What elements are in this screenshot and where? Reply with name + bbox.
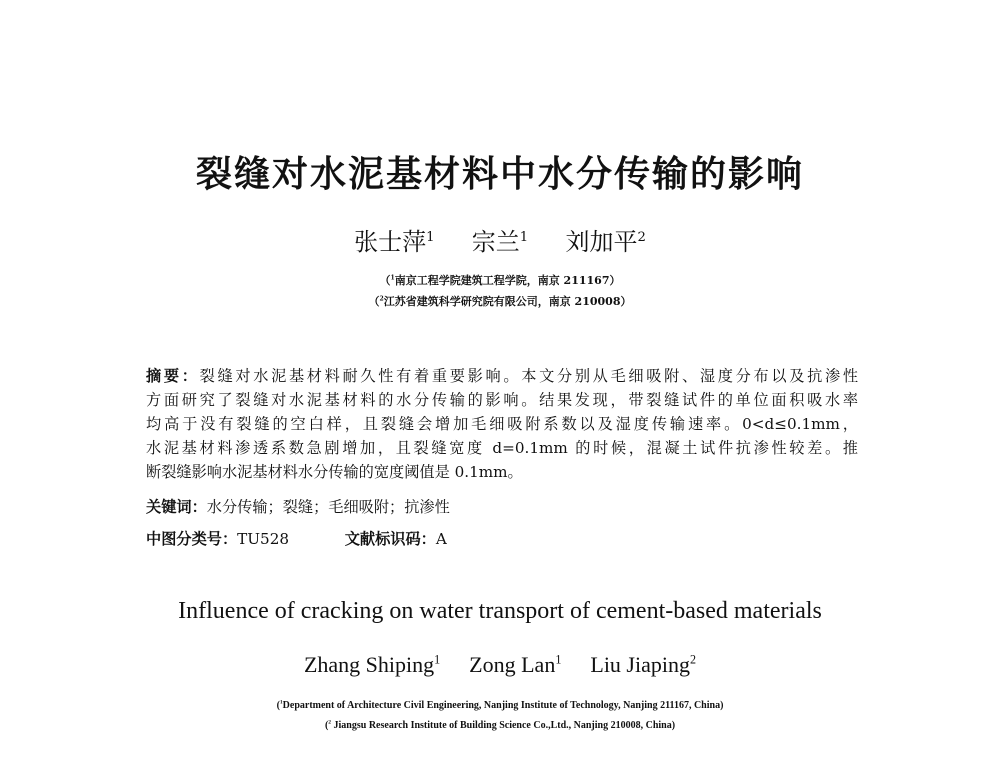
- affiliation-text: 南京工程学院建筑工程学院，南京 211167）: [394, 274, 621, 287]
- affiliation-mark: 2: [379, 295, 384, 303]
- clc-label: 中图分类号：: [146, 530, 238, 548]
- author-name: Zhang Shiping: [303, 652, 435, 677]
- abstract-line: 断裂缝影响水泥基材料水分传输的宽度阈值是 0.1mm。: [146, 463, 523, 481]
- author-name: 宗兰: [471, 228, 520, 256]
- author-list-chinese: [0, 222, 1000, 257]
- affiliation-english-1: [0, 700, 1000, 711]
- author-affiliation-mark: 1: [434, 652, 441, 667]
- affiliation-chinese-1: [0, 272, 1000, 288]
- abstract-text: 裂缝对水泥基材料耐久性有着重要影响。本文分别从毛细吸附、湿度分布以及抗渗性: [199, 367, 859, 385]
- author-name: 刘加平: [565, 228, 638, 256]
- paper-title-chinese: 裂缝对水泥基材料中水分传输的影响: [195, 154, 804, 195]
- keywords: [146, 496, 450, 517]
- affiliation-mark: 2: [328, 719, 332, 726]
- abstract-line: [146, 364, 858, 388]
- affiliation-open-paren: (: [276, 700, 280, 711]
- abstract-label: 摘要：: [146, 367, 200, 385]
- keywords-text: 水分传输；裂缝；毛细吸附；抗渗性: [206, 498, 450, 516]
- affiliation-open-paren: (: [324, 720, 329, 731]
- author-affiliation-mark: 2: [637, 230, 646, 245]
- abstract-line: 方面研究了裂缝对水泥基材料的水分传输的影响。结果发现，带裂缝试件的单位面积吸水率: [146, 391, 858, 409]
- doc-code-value: A: [435, 530, 447, 548]
- affiliation-text: Department of Architecture Civil Engineering, Nanjing Institute of Technology, Nanjing 211167, China): [282, 700, 724, 711]
- paper-title-english: Influence of cracking on water transport of cement-based materials: [178, 598, 822, 624]
- clc-value: TU528: [237, 530, 290, 548]
- author-list-english: [0, 652, 1000, 678]
- keywords-label: 关键词：: [146, 498, 207, 516]
- affiliation-chinese-2: [0, 293, 1000, 309]
- author-name: Zong Lan: [469, 652, 556, 677]
- affiliation-mark: 1: [390, 274, 395, 282]
- author-affiliation-mark: 1: [519, 230, 529, 245]
- abstract: [146, 364, 858, 484]
- author-affiliation-mark: 1: [426, 230, 435, 245]
- author-name: Liu Jiaping: [590, 652, 690, 677]
- author-affiliation-mark: 1: [555, 652, 562, 667]
- abstract-line: 均高于没有裂缝的空白样，且裂缝会增加毛细吸附系数以及湿度传输速率。0<d≤0.1mm，: [146, 415, 858, 433]
- affiliation-mark: 1: [279, 699, 283, 706]
- affiliation-english-2: [0, 720, 1000, 731]
- affiliation-text: Jiangsu Research Institute of Building Science Co.,Ltd., Nanjing 210008, China): [331, 720, 676, 731]
- author-name: 张士萍: [354, 228, 427, 256]
- affiliation-open-paren: （: [368, 295, 380, 308]
- classification-line: [146, 528, 447, 549]
- abstract-line: 水泥基材料渗透系数急剧增加，且裂缝宽度 d=0.1mm 的时候，混凝土试件抗渗性较差。推: [146, 439, 858, 457]
- doc-code-label: 文献标识码：: [344, 530, 436, 548]
- affiliation-text: 江苏省建筑科学研究院有限公司，南京 210008）: [383, 295, 632, 308]
- author-affiliation-mark: 2: [689, 652, 697, 667]
- affiliation-open-paren: （: [379, 274, 391, 287]
